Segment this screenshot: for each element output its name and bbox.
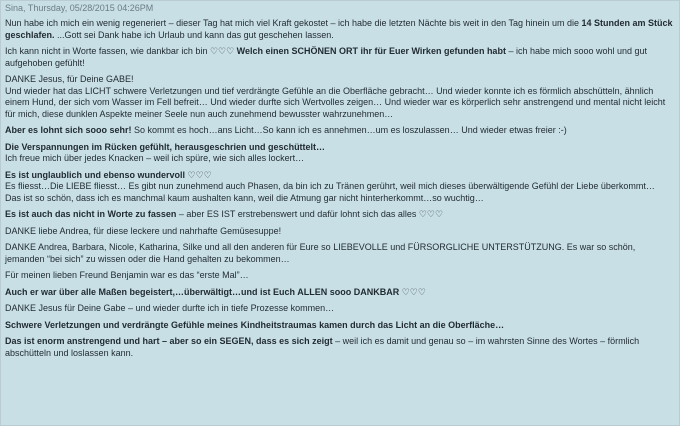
post-paragraph bbox=[5, 46, 673, 69]
post-paragraph bbox=[5, 209, 673, 221]
bold-text: Welch einen SCHÖNEN ORT ihr für Euer Wirken gefunden habt bbox=[236, 46, 506, 56]
post-paragraph bbox=[5, 18, 673, 41]
post-paragraph bbox=[5, 226, 673, 238]
post-paragraph bbox=[5, 74, 673, 120]
text-segment: DANKE Jesus für Deine Gabe – und wieder durfte ich in tiefe Prozesse kommen… bbox=[5, 303, 335, 313]
text-segment: – weil ich es damit und genau so – im wahrsten Sinne des Wortes – förmlich abschütteln und loslassen kann. bbox=[5, 336, 640, 358]
post-paragraph bbox=[5, 170, 673, 205]
text-segment: DANKE liebe Andrea, für diese leckere und nahrhafte Gemüsesuppe! bbox=[5, 225, 282, 236]
text-segment: ♡♡♡ bbox=[399, 286, 426, 297]
text-segment: – ich habe mich sooo wohl und gut aufgehoben gefühlt! bbox=[5, 46, 648, 68]
post-paragraph bbox=[5, 336, 673, 359]
bold-text: Die Verspannungen im Rücken gefühlt, herausgeschrien und geschüttelt… bbox=[5, 141, 326, 152]
post-paragraph bbox=[5, 303, 673, 315]
post-paragraph bbox=[5, 287, 673, 299]
post-paragraph bbox=[5, 142, 673, 165]
post-paragraph bbox=[5, 242, 673, 265]
text-segment: Ich kann nicht in Worte fassen, wie dankbar ich bin ♡♡♡ bbox=[5, 46, 237, 56]
text-segment: Und wieder hat das LICHT schwere Verletzungen und tief verdrängte Gefühle an die Oberfläche gebracht… Und wieder konnte ich es förmlich abschütteln, ähnlich einem Hund, der sich vom Wasser im Fell befreit… Und wieder durfte sich Wertvolles zeigen… Und wieder war es körperlich sehr anstrengend und mental nicht leicht für mich, diese dunklen Aspekte meiner Seele nun auch zunehmend bewusster wahrzunehmen… bbox=[5, 85, 666, 119]
post-header: Sina, Thursday, 05/28/2015 04:26PM bbox=[1, 1, 679, 15]
text-segment: Ich freue mich über jedes Knacken – weil ich spüre, wie sich alles lockert… bbox=[5, 153, 305, 163]
bold-text: Es ist unglaublich und ebenso wundervoll bbox=[5, 169, 186, 180]
text-segment: – aber ES IST erstrebenswert und dafür lohnt sich das alles ♡♡♡ bbox=[176, 209, 444, 219]
post-body bbox=[1, 15, 679, 359]
text-segment: Nun habe ich mich ein wenig regeneriert – dieser Tag hat mich viel Kraft gekostet – ich habe die letzten Nächte bis weit in den Tag hinein um die bbox=[5, 18, 582, 28]
post-paragraph bbox=[5, 270, 673, 282]
post-paragraph bbox=[5, 125, 673, 137]
post-paragraph bbox=[5, 320, 673, 332]
text-segment: ...Gott sei Dank habe ich Urlaub und kann das gut geschehen lassen. bbox=[54, 29, 334, 40]
text-segment: So kommt es hoch…ans Licht…So kann ich es annehmen…um es loszulassen… Und wieder etwas freier :-) bbox=[131, 125, 567, 135]
bold-text: 14 Stunden am Stück geschlafen. bbox=[5, 18, 673, 40]
text-segment: Für meinen lieben Freund Benjamin war es das “erste Mal”… bbox=[5, 270, 249, 280]
bold-text: Aber es lohnt sich sooo sehr! bbox=[5, 125, 132, 135]
text-segment: DANKE Andrea, Barbara, Nicole, Katharina, Silke und all den anderen für Eure so LIEBEVOLLE und FÜRSORGLICHE UNTERSTÜTZUNG. Es war so schön, jemanden “bei sich” zu wissen oder die Hand gehalten zu bekommen… bbox=[5, 242, 636, 264]
bold-text: Es ist auch das nicht in Worte zu fassen bbox=[5, 209, 177, 219]
bold-text: Auch er war über alle Maßen begeistert,…überwältigt…und ist Euch ALLEN sooo DANKBAR bbox=[5, 286, 400, 297]
text-segment: DANKE Jesus, für Deine GABE! bbox=[5, 74, 134, 84]
bold-text: Schwere Verletzungen und verdrängte Gefühle meines Kindheitstraumas kamen durch das Licht an die Oberfläche… bbox=[5, 319, 505, 330]
bold-text: Das ist enorm anstrengend und hart – aber so ein SEGEN, dass es sich zeigt bbox=[5, 336, 333, 346]
text-segment: Es fliesst…Die LIEBE fliesst… Es gibt nun zunehmend auch Phasen, da bin ich zu Tränen gerührt, weil mich dieses überwältigende Gefühl der Liebe überkommt… Das ist so schön, dass ich es manchmal kaum aushalten kann, weil die Atmung gar nicht hinterherkommt…so wuchtig… bbox=[5, 181, 655, 203]
text-segment: ♡♡♡ bbox=[185, 169, 212, 180]
